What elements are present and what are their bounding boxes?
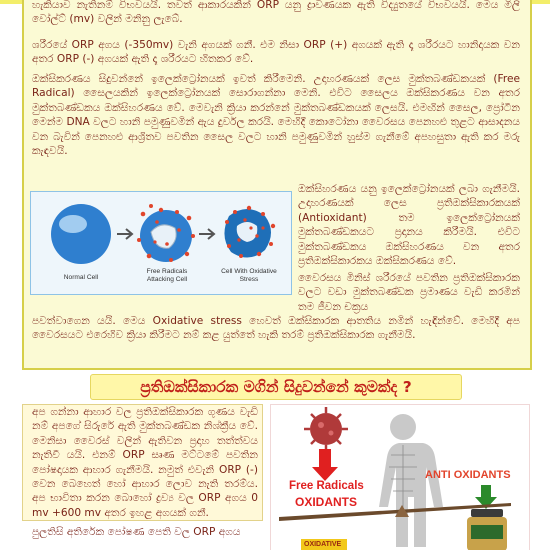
paragraph-orp-definition: හැකියාව නැතිනම් විභවයයි. තවත් ආකාරයකින් ORP යනු ද්‍රාවණයක ඇති විද්‍යුතයේ විභවයයි. මෙය මිලි වෝල්ට් (mv) වලින් මනිනු ලැබේ. — [32, 0, 520, 26]
oxidative-label: OXIDATIVE — [304, 541, 342, 548]
section-heading: ප්‍රතිඔක්සිකාරක මගින් සිදුවන්නේ කුමක්ද ? — [90, 374, 462, 400]
paragraph-virus-radicals: වෛරසය මිනිස් ශරීරයේ පවතින ප්‍රතිඔක්සිකාරක වලට වඩා මුක්තබණ්ඩක ප්‍රමාණය වැඩි කරමින් තම ජීවන චක්‍රය — [298, 272, 520, 313]
paragraph-reduction: ඔක්සිහරණය යනු ඉලෙක්ට්‍රෝනයක් ලබා ගැනීමයි. උදාහරණයක් ලෙස ප්‍රතිඔක්සිකාරකයක් (Antioxidant) තම ඉලෙක්ට්‍රෝනයක් මුක්තබණ්ඩකයට ප්‍රදානය කිරීමයි. එවිට මුක්තබණ්ඩකය ඔක්සිහරණය වන අතර ප්‍රතිඔක්සිකාරකය ඔක්සිකරණය වේ. — [298, 183, 520, 268]
caption-normal-cell: Normal Cell — [63, 274, 99, 281]
antioxidant-illustration — [270, 404, 530, 550]
oxidants-label: OXIDANTS — [295, 495, 358, 509]
caption-oxidative-stress: Cell With Oxidative Stress — [221, 268, 277, 283]
paragraph-oxidation: ඔක්සිකරණය සිදුවන්නේ ඉලෙක්ට්‍රෝනයක් ඉවත් කිරීමෙනි. උදාහරණයක් ලෙස මුක්තබණ්ඩකයක් (Free Radical) සෛලයකින් ඉලෙක්ට්‍රෝනයක් සොරාගන්නා මෙනි. එවිට සෛලය ඔක්සිකරණය වන අතර මුක්තබණ්ඩකය ඔක්සිහරණය වේ. මෙවැනි ක්‍රියා කරන්නේ මුක්තබණ්ඩකයක් ලෙසයි. එමඟින් සෛල, ප්‍රෝටීන මෙන්ම DNA වලට හානි පමුණුවමින් ඇය දුර්වල කරයි. මෙහිදී කොටෝනා වෛරසය පෙනහළු තුළට ආසාදනය වන බැවින් පෙනහළු ආශ්‍රිතව පවතින සෛල වලට හානි පමුණුවමින් හුස්ම ගැනීමේ අපහසුතා ඇති කර මරු කැඳවයි. — [32, 73, 520, 158]
paragraph-antioxidant-food: අප ගන්නා ආහාර වල ප්‍රතිඔක්සිකාරක ගුණය වැඩි නම් අපගේ සිරුරේ ඇති මුක්තබණ්ඩක නිශ්ක්‍රීය වේ. මෙනිසා වෛරස් වලින් ඇතිවන ප්‍රදාහ තත්ත්වය නැතිවී යයි. එනම් ORP සෘණ මට්ටමේ පවතින පෝෂදායක ආහාර ගැනීමයි. නමුත් එවැනි ORP (-) වෙන බෙහෙත් හෝ ආහාර ලොව නැති තරම්ය. අප භාවිතා කරන බොහෝ ද්‍රව්‍ය වල ORP අගය 0 mv +600 mv අතර ඉහළ අගයක් ගනී. — [32, 406, 258, 519]
virus-icon — [304, 407, 348, 451]
arrow-right-icon — [117, 229, 132, 239]
paragraph-orp-tablets: පුලතිසි අතිරේක පෝෂණ පෙති වල ORP අගය — [32, 526, 241, 538]
cell-oxidation-diagram — [30, 191, 292, 295]
caption-free-radicals: Free Radicals Attacking Cell — [146, 268, 188, 283]
free-radicals-label: Free Radicals — [289, 480, 364, 492]
paragraph-orp-values: ශරීරයේ ORP අගය (-350mv) වැනි අගයක් ගනී. එම නිසා ORP (+) අගයක් ඇති දෑ ශරීරයට හානිදායක වන අතර ORP (-) අගයක් ඇති දෑ ශරීරයට හිතකර වේ. — [32, 39, 520, 66]
arrow-right-icon — [199, 229, 214, 239]
normal-cell-shape — [51, 204, 111, 264]
anti-oxidants-label: ANTI OXIDANTS — [425, 469, 511, 481]
supplement-jar-icon — [467, 509, 507, 550]
paragraph-oxidative-stress: පවත්වාගෙන යයි. මෙය Oxidative stress හෙවත් ඔක්සිකාරක ආතතිය නමින් හැඳින්වේ. මෙහිදී අප වෛරසයට එරෙහිව ක්‍රියා කිරීමට නම් කළ යුත්තේ හැකි තරම් ප්‍රතිඔක්සිකාරක ගැනීමයි. — [32, 315, 520, 342]
arrow-down-red-icon — [312, 449, 338, 481]
